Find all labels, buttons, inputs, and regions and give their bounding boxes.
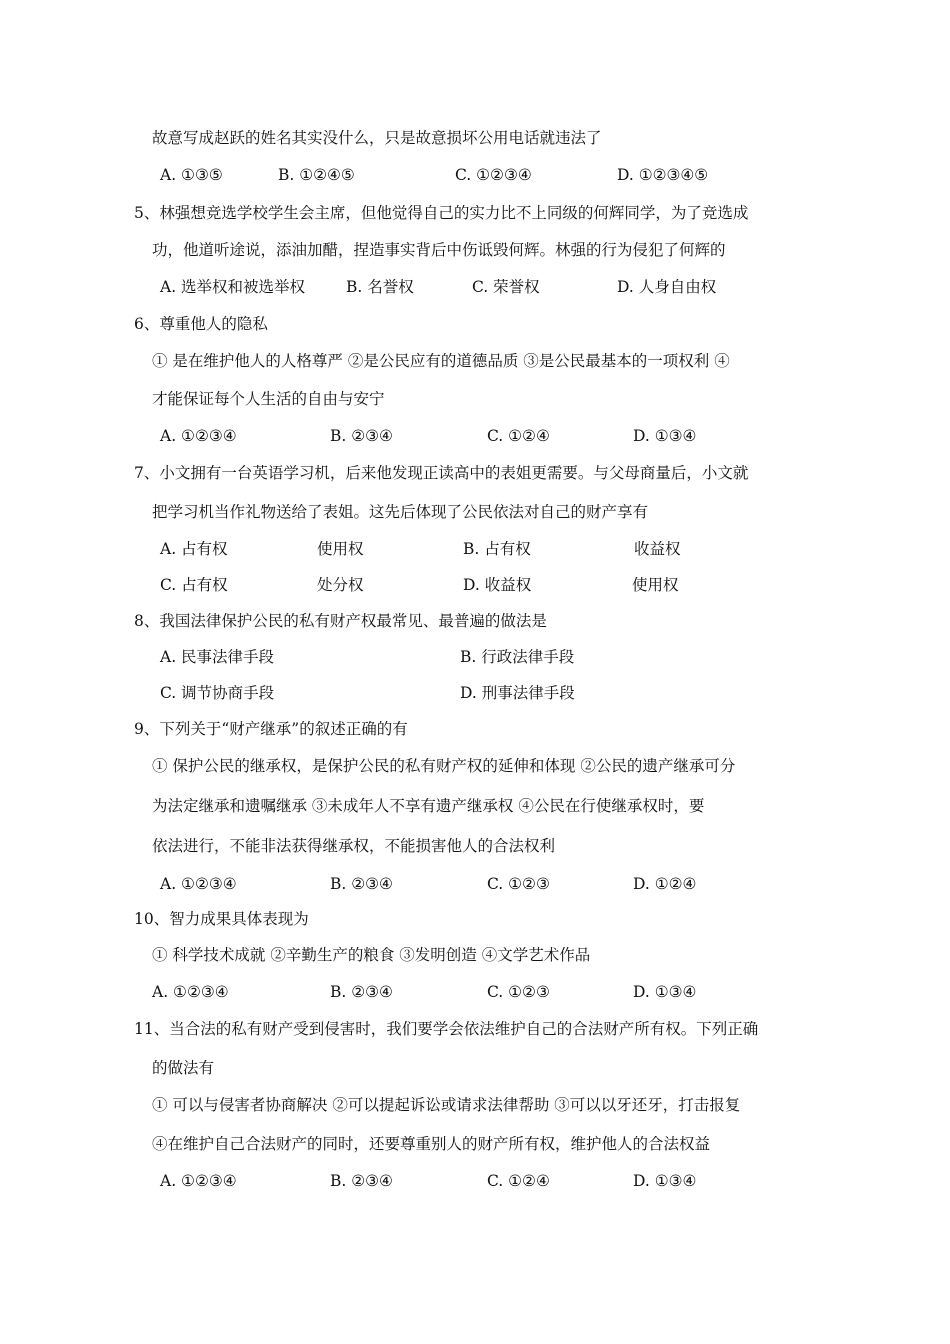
question-11-stem-line1: 11、当合法的私有财产受到侵害时，我们要学会依法维护自己的合法财产所有权。下列正确 xyxy=(134,1020,759,1038)
q6-option-c: C. ①②④ xyxy=(487,427,550,445)
q10-option-d: D. ①③④ xyxy=(633,983,697,1001)
q4-option-b: B. ①②④⑤ xyxy=(278,166,355,184)
question-11-stem-line2: 的做法有 xyxy=(152,1059,215,1077)
q6-option-a: A. ①②③④ xyxy=(160,427,237,445)
q5-option-a: A. 选举权和被选举权 xyxy=(160,278,306,296)
q7-option-c-second: 处分权 xyxy=(317,576,364,594)
q10-option-b: B. ②③④ xyxy=(330,983,393,1001)
question-4-continuation: 故意写成赵跃的姓名其实没什么，只是故意损坏公用电话就违法了 xyxy=(152,129,602,147)
question-6-stem: 6、尊重他人的隐私 xyxy=(134,315,268,333)
question-11-items-line2: ④在维护自己合法财产的同时，还要尊重别人的财产所有权，维护他人的合法权益 xyxy=(152,1135,711,1153)
question-8-stem: 8、我国法律保护公民的私有财产权最常见、最普遍的做法是 xyxy=(134,612,547,630)
q6-option-d: D. ①③④ xyxy=(633,427,697,445)
q7-option-d-second: 使用权 xyxy=(632,576,679,594)
q4-option-d: D. ①②③④⑤ xyxy=(617,166,709,184)
q9-option-b: B. ②③④ xyxy=(330,875,393,893)
q6-option-b: B. ②③④ xyxy=(330,427,393,445)
q5-option-c: C. 荣誉权 xyxy=(472,278,540,296)
question-11-items-line1: ① 可以与侵害者协商解决 ②可以提起诉讼或请求法律帮助 ③可以以牙还牙，打击报复 xyxy=(152,1096,741,1114)
question-10-stem: 10、智力成果具体表现为 xyxy=(134,910,309,928)
q11-option-b: B. ②③④ xyxy=(330,1172,393,1190)
question-7-stem-line1: 7、小文拥有一台英语学习机，后来他发现正读高中的表姐更需要。与父母商量后，小文就 xyxy=(134,464,749,482)
q9-option-d: D. ①②④ xyxy=(633,875,697,893)
question-9-items-line1: ① 保护公民的继承权，是保护公民的私有财产权的延伸和体现 ②公民的遗产继承可分 xyxy=(152,757,736,775)
q7-option-b-second: 收益权 xyxy=(634,540,681,558)
q4-option-a: A. ①③⑤ xyxy=(160,166,223,184)
q10-option-a: A. ①②③④ xyxy=(152,983,229,1001)
question-5-stem-line1: 5、林强想竞选学校学生会主席，但他觉得自己的实力比不上同级的何辉同学，为了竞选成 xyxy=(134,204,749,222)
question-9-items-line3: 依法进行，不能非法获得继承权，不能损害他人的合法权利 xyxy=(152,837,556,855)
q7-option-b-first: B. 占有权 xyxy=(463,540,531,558)
q11-option-c: C. ①②④ xyxy=(487,1172,550,1190)
q11-option-d: D. ①③④ xyxy=(633,1172,697,1190)
q11-option-a: A. ①②③④ xyxy=(160,1172,237,1190)
q10-option-c: C. ①②③ xyxy=(487,983,550,1001)
question-7-stem-line2: 把学习机当作礼物送给了表姐。这先后体现了公民依法对自己的财产享有 xyxy=(152,503,649,521)
q7-option-d-first: D. 收益权 xyxy=(463,576,532,594)
q5-option-d: D. 人身自由权 xyxy=(617,278,717,296)
question-9-stem: 9、下列关于“财产继承”的叙述正确的有 xyxy=(134,720,408,738)
question-10-items: ① 科学技术成就 ②辛勤生产的粮食 ③发明创造 ④文学艺术作品 xyxy=(152,946,591,964)
question-9-items-line2: 为法定继承和遗嘱继承 ③未成年人不享有遗产继承权 ④公民在行使继承权时，要 xyxy=(152,797,705,815)
q4-option-c: C. ①②③④ xyxy=(455,166,532,184)
q9-option-c: C. ①②③ xyxy=(487,875,550,893)
q8-option-b: B. 行政法律手段 xyxy=(460,648,575,666)
q8-option-c: C. 调节协商手段 xyxy=(160,684,275,702)
q7-option-c-first: C. 占有权 xyxy=(160,576,228,594)
question-5-stem-line2: 功，他道听途说，添油加醋，捏造事实背后中伤诋毁何辉。林强的行为侵犯了何辉的 xyxy=(152,241,726,259)
q7-option-a-first: A. 占有权 xyxy=(160,540,228,558)
q8-option-a: A. 民事法律手段 xyxy=(160,648,275,666)
question-6-items-line1: ① 是在维护他人的人格尊严 ②是公民应有的道德品质 ③是公民最基本的一项权利 ④ xyxy=(152,352,730,370)
q7-option-a-second: 使用权 xyxy=(317,540,364,558)
q8-option-d: D. 刑事法律手段 xyxy=(460,684,575,702)
question-6-items-line2: 才能保证每个人生活的自由与安宁 xyxy=(152,390,385,408)
q5-option-b: B. 名誉权 xyxy=(346,278,414,296)
q9-option-a: A. ①②③④ xyxy=(160,875,237,893)
